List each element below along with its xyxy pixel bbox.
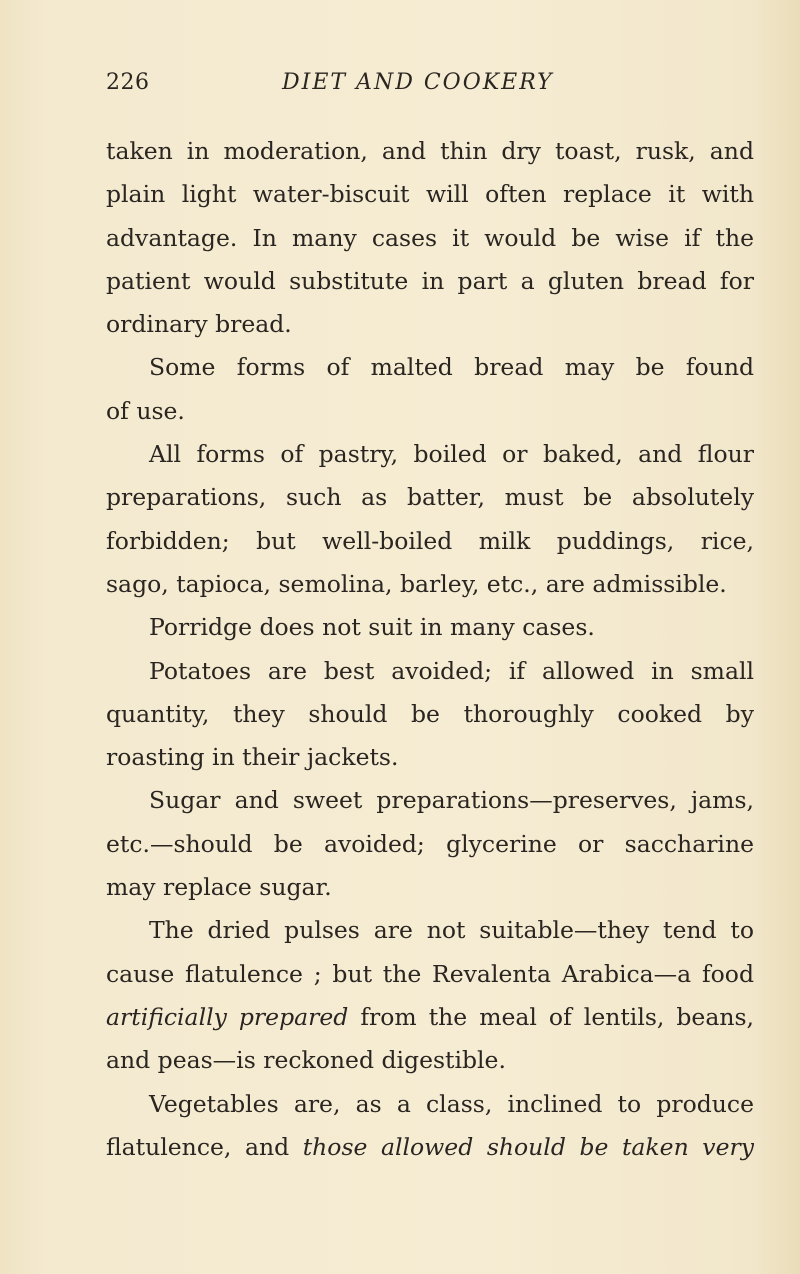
text-line: preparations, such as batter, must be absolutely [106,483,754,512]
text-line: Vegetables are, as a class, inclined to produce [149,1089,754,1118]
text-line: Sugar and sweet preparations—preserves, jams, [149,786,754,815]
text-line: sago, tapioca, semolina, barley, etc., are admissible. [106,569,727,598]
page-header [106,70,754,104]
text-line: advantage. In many cases it would be wise if the [106,223,754,252]
text-line: The dried pulses are not suitable—they tend to [149,916,754,945]
text-line: roasting in their jackets. [106,743,399,772]
running-title: DIET AND COOKERY [282,70,554,95]
page-number: 226 [106,70,150,95]
text-line: forbidden; but well-boiled milk puddings, rice, [106,526,754,555]
text-line: etc.—should be avoided; glycerine or saccharine [106,829,754,858]
text-line: quantity, they should be thoroughly cooked by [106,699,754,728]
text-line: and peas—is reckoned digestible. [106,1046,506,1075]
text-line: may replace sugar. [106,873,332,902]
text-line: Some forms of malted bread may be found [149,353,754,382]
text-line: All forms of pastry, boiled or baked, and flour [149,440,754,469]
text-line: artificially prepared from the meal of lentils, beans, [106,1002,754,1031]
text-line: taken in moderation, and thin dry toast, rusk, and [106,137,754,165]
text-line: plain light water-biscuit will often replace it with [106,180,754,209]
text-line: patient would substitute in part a gluten bread for [106,266,754,295]
text-line: cause flatulence ; but the Revalenta Arabica—a food [106,959,754,988]
text-line: Potatoes are best avoided; if allowed in small [149,656,754,685]
text-line: of use. [106,396,185,425]
text-line: Porridge does not suit in many cases. [149,613,595,642]
body-text [106,130,754,1169]
text-line: flatulence, and those allowed should be taken very [106,1132,754,1161]
text-line: ordinary bread. [106,310,292,339]
